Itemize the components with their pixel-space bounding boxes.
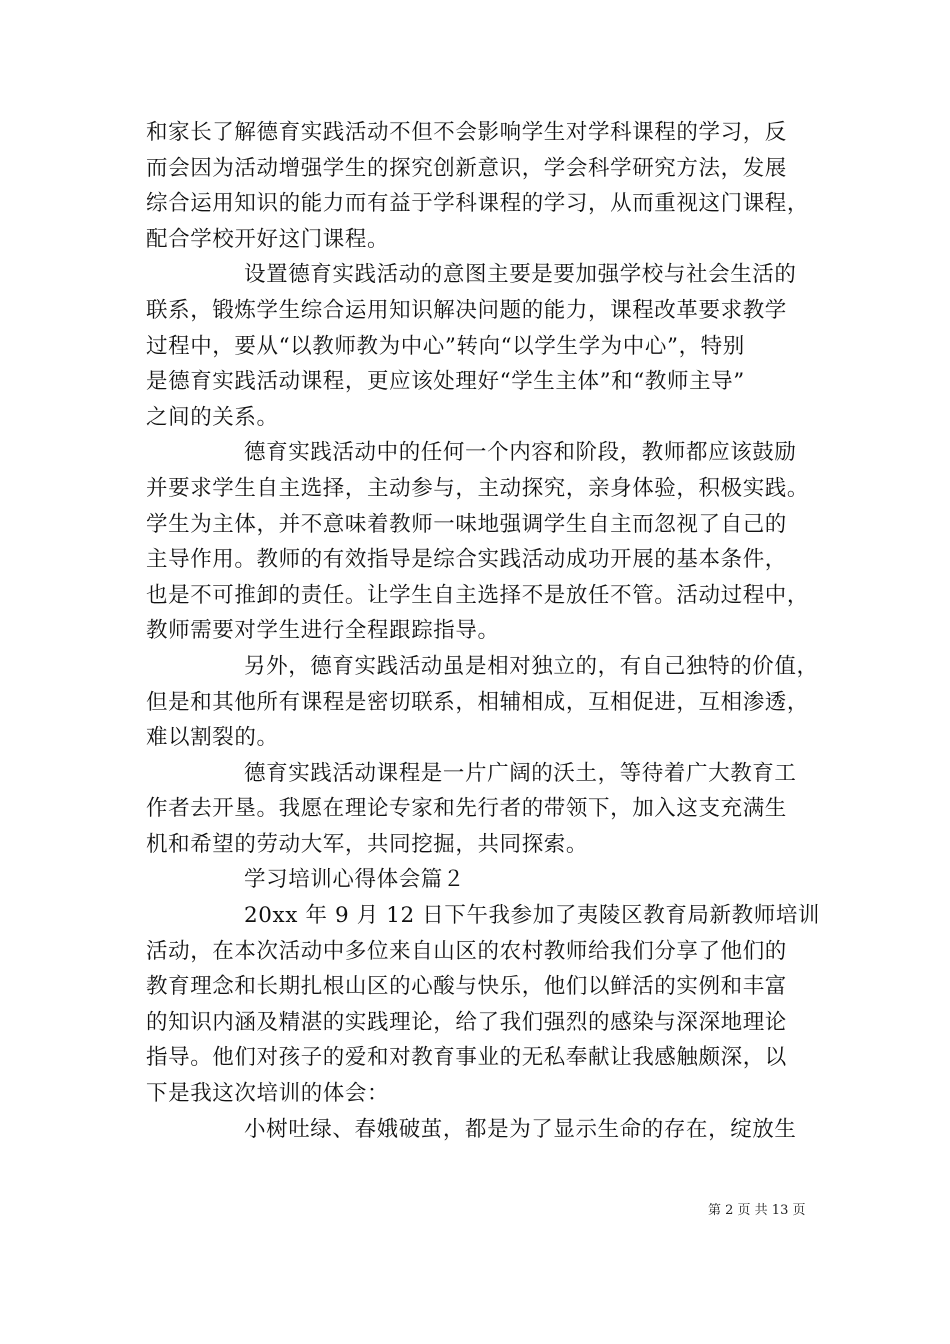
text-line: 作者去开垦。我愿在理论专家和先行者的带领下，加入这支充满生 <box>146 796 787 822</box>
text-line: 综合运用知识的能力而有益于学科课程的学习，从而重视这门课程， <box>146 191 810 217</box>
text-line: 联系，锻炼学生综合运用知识解决问题的能力，课程改革要求教学 <box>146 297 787 323</box>
text-line: 但是和其他所有课程是密切联系，相辅相成，互相促进，互相渗透， <box>146 689 810 715</box>
text-line: 学习培训心得体会篇２ <box>244 867 466 893</box>
text-line: 指导。他们对孩子的爱和对教育事业的无私奉献让我感触颇深，以 <box>146 1045 787 1071</box>
text-line: 过程中，要从“以教师教为中心”转向“以学生学为中心”，特别 <box>146 333 745 359</box>
text-line: 教师需要对学生进行全程跟踪指导。 <box>146 618 500 644</box>
text-line: 20xx 年 9 月 12 日下午我参加了夷陵区教育局新教师培训 <box>244 903 821 929</box>
text-line: 机和希望的劳动大军，共同挖掘，共同探索。 <box>146 831 589 857</box>
text-line: 的知识内涵及精湛的实践理论，给了我们强烈的感染与深深地理论 <box>146 1009 787 1035</box>
text-line: 设置德育实践活动的意图主要是要加强学校与社会生活的 <box>244 262 797 288</box>
text-line: 配合学校开好这门课程。 <box>146 226 390 252</box>
text-line: 学生为主体，并不意味着教师一味地强调学生自主而忽视了自己的 <box>146 511 787 537</box>
text-line: 也是不可推卸的责任。让学生自主选择不是放任不管。活动过程中， <box>146 582 810 608</box>
text-line: 是德育实践活动课程，更应该处理好“学生主体”和“教师主导” <box>146 369 745 395</box>
text-line: 并要求学生自主选择，主动参与，主动探究，亲身体验，积极实践。 <box>146 475 810 501</box>
text-line: 难以割裂的。 <box>146 725 279 751</box>
text-line: 教育理念和长期扎根山区的心酸与快乐，他们以鲜活的实例和丰富 <box>146 974 787 1000</box>
text-line: 另外，德育实践活动虽是相对独立的，有自己独特的价值， <box>244 653 819 679</box>
text-line: 德育实践活动中的任何一个内容和阶段，教师都应该鼓励 <box>244 440 797 466</box>
text-line: 之间的关系。 <box>146 404 279 430</box>
document-body <box>146 115 826 1147</box>
text-line: 小树吐绿、春娥破茧，都是为了显示生命的存在，绽放生 <box>244 1116 797 1142</box>
text-line: 和家长了解德育实践活动不但不会影响学生对学科课程的学习，反 <box>146 120 787 145</box>
text-line: 下是我这次培训的体会： <box>146 1081 390 1107</box>
text-line: 主导作用。教师的有效指导是综合实践活动成功开展的基本条件， <box>146 547 787 573</box>
text-line: 而会因为活动增强学生的探究创新意识，学会科学研究方法，发展 <box>146 155 787 181</box>
text-line: 德育实践活动课程是一片广阔的沃土，等待着广大教育工 <box>244 760 797 786</box>
page-number: 第 2 页 共 13 页 <box>708 1203 806 1218</box>
text-line: 活动，在本次活动中多位来自山区的农村教师给我们分享了他们的 <box>146 938 787 964</box>
